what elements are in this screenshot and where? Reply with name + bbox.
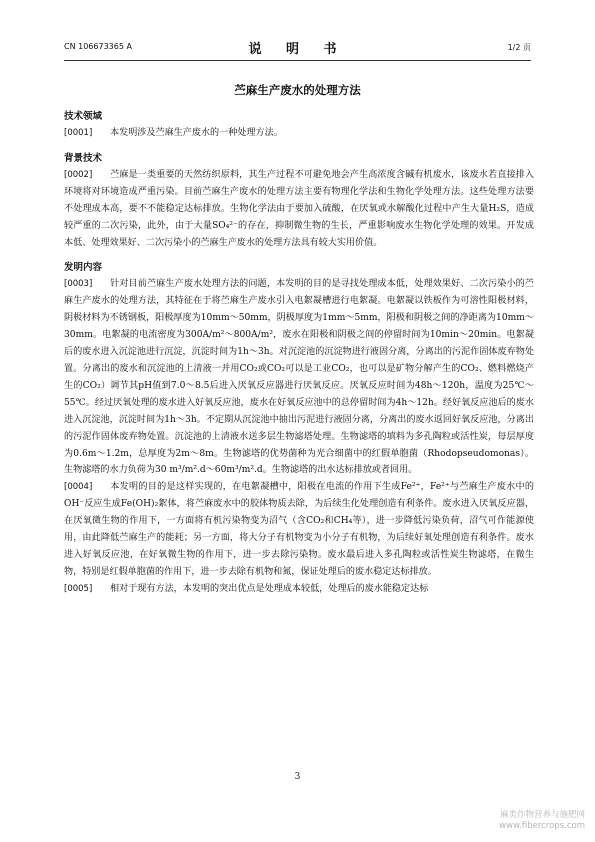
paragraph-text: 本发明的目的是这样实现的，在电絮凝槽中，阳极在电流的作用下生成Fe²⁺，Fe²⁺与苎麻生产废水中的OH⁻反应生成Fe(OH)₂絮体，将苎麻废水中的胶体物质去除，为后续生化处理创造有利条件。废水进入厌氧反应器，在厌氧微生物的作用下，一方面将有机污染物变为沼气（含CO₂和CH₄等），进一步降低污染负荷，沼气可作能源使用，由此降低苎麻生产的能耗；另一方面，将大分子有机物变为小分子有机物，为后续好氧处理创造有利条件。废水进入好氧反应池，在好氧微生物的作用下，进一步去除污染物。废水最后进入多孔陶粒或活性炭生物滤塔，在微生物，特别是红假单胞菌的作用下，进一步去除有机物和氮，保证处理后的废水稳定达标排放。 — [64, 482, 534, 577]
paragraph-text: 针对目前苎麻生产废水处理方法的问题，本发明的目的是寻找处理成本低，处理效果好、二次污染小的苎麻生产废水的处理方法，其特征在于将苎麻生产废水引入电絮凝槽进行电絮凝。电絮凝以铁板作为可溶性阳极材料，阴极材料为不锈钢板，阳极厚度为10mm～50mm，阴极厚度为1mm～5mm，阳极和阴极之间的净距离为10mm～30mm。电絮凝的电流密度为300A/m²～800A/m²，废水在阳极和阴极之间的停留时间为10min～20min。电絮凝后的废水进入沉淀池进行沉淀，沉淀时间为1h～3h。对沉淀池的沉淀物进行液固分离，分离出的污泥作固体废弃物处置。分离出的废水和沉淀池的上清液一并用CO₂或CO₂可以是工业CO₂，也可以是矿物分解产生的CO₂、燃料燃烧产生的CO₂）调节其pH值到7.0～8.5后进入厌氧反应器进行厌氧反应。厌氧反应时间为48h～120h，温度为25℃～55℃。经过厌氧处理的废水进入好氧反应池，废水在好氧反应池中的总停留时间为4h～12h。经好氧反应池后的废水进入沉淀池，沉淀时间为1h～3h。不定期从沉淀池中抽出污泥进行液固分离，分离出的废水返回好氧反应池，分离出的污泥作固体废弃物处置。沉淀池的上清液水送多层生物滤塔处理。生物滤塔的填料为多孔陶粒或活性炭，每层厚度为0.6m～1.2m，总厚度为2m～8m。生物滤塔的优势菌种为光合细菌中的红假单胞菌（Rhodopseudomonas）。生物滤塔的水力负荷为30 m³/m².d～60m³/m².d。生物滤塔的出水达标排放或者回用。 — [64, 279, 534, 476]
header-divider — [64, 60, 531, 61]
section-heading: 背景技术 — [64, 152, 103, 164]
watermark — [499, 810, 585, 832]
paragraph — [64, 479, 534, 580]
paragraph-text: 本发明涉及苎麻生产废水的一种处理方法。 — [110, 128, 283, 138]
paragraph-text: 相对于现有方法，本发明的突出优点是处理成本较低，处理后的废水能稳定达标 — [110, 583, 429, 594]
paragraph-number: [0003] — [64, 279, 93, 290]
paragraph-number: [0002] — [64, 169, 93, 180]
paragraph-number: [0004] — [64, 482, 93, 493]
watermark-url: www.fibercrops.com — [499, 821, 585, 831]
paragraph — [64, 581, 534, 598]
section-background — [64, 150, 534, 252]
page-number: 3 — [294, 772, 301, 782]
publication-number: CN 106673365 A — [64, 42, 132, 51]
paragraph-number: [0001] — [64, 128, 93, 138]
paragraph — [64, 276, 534, 479]
watermark-site-name: 麻类作物营养与施肥网 — [499, 810, 585, 820]
paragraph — [64, 125, 534, 142]
paragraph — [64, 167, 534, 252]
paragraph-number: [0005] — [64, 583, 93, 594]
paragraph-text: 苎麻是一类重要的天然纺织原料，其生产过程不可避免地会产生高浓度含碱有机废水，该废水若直接排入环境将对环境造成严重污染。目前苎麻生产废水的处理方法主要有物理化学法和生物化学处理方法。这些处理方法要不处理成本高，要不不能稳定达标排放。生物化学法由于要加入硫酸，在厌氧或水解酸化过程中产生大量H₂S，造成较严重的二次污染，此外，由于大量SO₄²⁻的存在，抑制微生物的生长，严重影响废水生物化学处理的效果。开发成本低、处理效果好、二次污染小的苎麻生产废水的处理方法具有较大实用价值。 — [64, 169, 534, 248]
section-heading: 发明内容 — [64, 262, 103, 274]
section-heading: 技术领域 — [64, 111, 103, 122]
document-type: 说 明 书 — [248, 42, 347, 57]
section-summary — [64, 259, 534, 597]
page-of-count: 1/2 页 — [507, 43, 531, 52]
section-technical-field — [64, 108, 534, 142]
page-header — [64, 38, 531, 56]
document-title: 苎麻生产废水的处理方法 — [234, 83, 361, 97]
document-body — [64, 108, 534, 598]
